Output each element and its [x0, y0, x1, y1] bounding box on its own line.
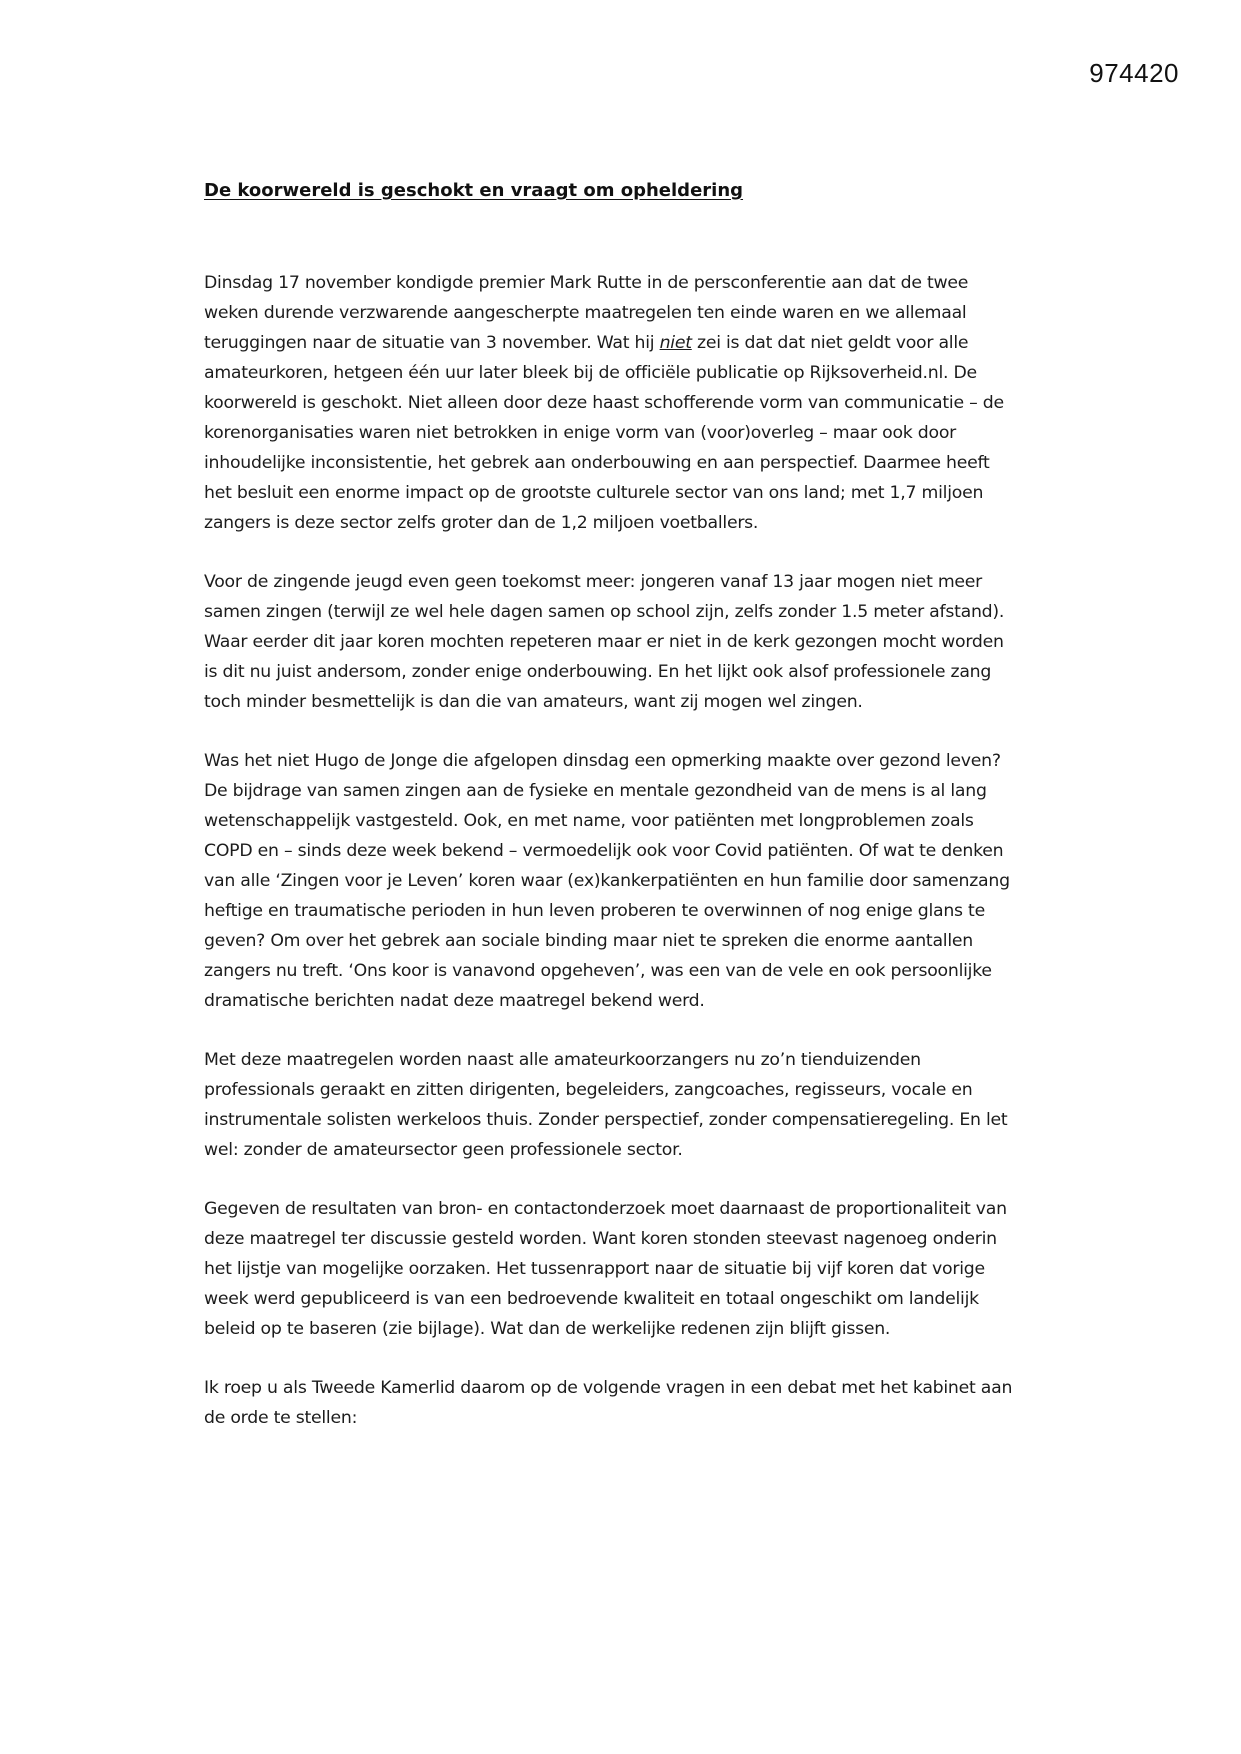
- text-line: heftige en traumatische perioden in hun leven proberen te overwinnen of nog enige glans te: [204, 901, 985, 921]
- text-line: wel: zonder de amateursector geen professionele sector.: [204, 1140, 683, 1160]
- text-line: week werd gepubliceerd is van een bedroevende kwaliteit en totaal ongeschikt om landelijk: [204, 1289, 979, 1309]
- body-paragraph: [204, 746, 1054, 1016]
- text-line: zei is dat dat niet geldt voor alle: [691, 333, 969, 353]
- text-line: van alle ‘Zingen voor je Leven’ koren waar (ex)kankerpatiënten en hun familie door samenzang: [204, 871, 1010, 891]
- text-line: amateurkoren, hetgeen één uur later bleek bij de officiële publicatie op Rijksoverheid.nl. De: [204, 363, 977, 383]
- text-line: Gegeven de resultaten van bron- en contactonderzoek moet daarnaast de proportionaliteit van: [204, 1199, 1007, 1219]
- text-line: deze maatregel ter discussie gesteld worden. Want koren stonden steevast nagenoeg onderin: [204, 1229, 997, 1249]
- text-line: het besluit een enorme impact op de grootste culturele sector van ons land; met 1,7 miljoen: [204, 483, 984, 503]
- body-paragraph: [204, 268, 1054, 538]
- text-line: professionals geraakt en zitten dirigenten, begeleiders, zangcoaches, regisseurs, vocale en: [204, 1080, 973, 1100]
- emphasized-word: niet: [659, 333, 692, 353]
- text-line: geven? Om over het gebrek aan sociale binding maar niet te spreken die enorme aantallen: [204, 931, 973, 951]
- text-line: Met deze maatregelen worden naast alle amateurkoorzangers nu zo’n tienduizenden: [204, 1050, 921, 1070]
- text-line: de orde te stellen:: [204, 1408, 358, 1428]
- text-line: Was het niet Hugo de Jonge die afgelopen dinsdag een opmerking maakte over gezond leven?: [204, 751, 1001, 771]
- text-line: Ik roep u als Tweede Kamerlid daarom op de volgende vragen in een debat met het kabinet aan: [204, 1378, 1013, 1398]
- text-line: samen zingen (terwijl ze wel hele dagen samen op school zijn, zelfs zonder 1.5 meter afstand).: [204, 602, 1005, 622]
- text-line: COPD en – sinds deze week bekend – vermoedelijk ook voor Covid patiënten. Of wat te denken: [204, 841, 1004, 861]
- text-line: instrumentale solisten werkeloos thuis. Zonder perspectief, zonder compensatieregeling. En let: [204, 1110, 1008, 1130]
- text-line: Voor de zingende jeugd even geen toekomst meer: jongeren vanaf 13 jaar mogen niet meer: [204, 572, 983, 592]
- text-line: zangers is deze sector zelfs groter dan de 1,2 miljoen voetballers.: [204, 513, 759, 533]
- text-line: koorwereld is geschokt. Niet alleen door deze haast schofferende vorm van communicatie – de: [204, 393, 1004, 413]
- text-line: korenorganisaties waren niet betrokken in enige vorm van (voor)overleg – maar ook door: [204, 423, 957, 443]
- document-number: 974420: [1089, 58, 1179, 88]
- body-paragraph: [204, 1194, 1054, 1344]
- text-line: wetenschappelijk vastgesteld. Ook, en met name, voor patiënten met longproblemen zoals: [204, 811, 974, 831]
- document-body: [204, 268, 1054, 1462]
- text-line: inhoudelijke inconsistentie, het gebrek aan onderbouwing en aan perspectief. Daarmee heeft: [204, 453, 990, 473]
- text-line: zangers nu treft. ‘Ons koor is vanavond opgeheven’, was een van de vele en ook persoonlijke: [204, 961, 992, 981]
- text-line: dramatische berichten nadat deze maatregel bekend werd.: [204, 991, 705, 1011]
- body-paragraph: [204, 1045, 1054, 1165]
- body-paragraph: [204, 567, 1054, 717]
- text-line: weken durende verzwarende aangescherpte maatregelen ten einde waren en we allemaal: [204, 303, 967, 323]
- text-line: beleid op te baseren (zie bijlage). Wat dan de werkelijke redenen zijn blijft gissen.: [204, 1319, 891, 1339]
- text-line: De bijdrage van samen zingen aan de fysieke en mentale gezondheid van de mens is al lang: [204, 781, 987, 801]
- text-line: Waar eerder dit jaar koren mochten repeteren maar er niet in de kerk gezongen mocht worden: [204, 632, 1004, 652]
- text-line: teruggingen naar de situatie van 3 november. Wat hij: [204, 333, 660, 353]
- document-title: De koorwereld is geschokt en vraagt om opheldering: [204, 180, 744, 201]
- text-line: is dit nu juist andersom, zonder enige onderbouwing. En het lijkt ook alsof professionele zang: [204, 662, 992, 682]
- text-line: Dinsdag 17 november kondigde premier Mark Rutte in de persconferentie aan dat de twee: [204, 273, 969, 293]
- text-line: het lijstje van mogelijke oorzaken. Het tussenrapport naar de situatie bij vijf koren dat vorige: [204, 1259, 985, 1279]
- body-paragraph: [204, 1373, 1054, 1433]
- text-line: toch minder besmettelijk is dan die van amateurs, want zij mogen wel zingen.: [204, 692, 863, 712]
